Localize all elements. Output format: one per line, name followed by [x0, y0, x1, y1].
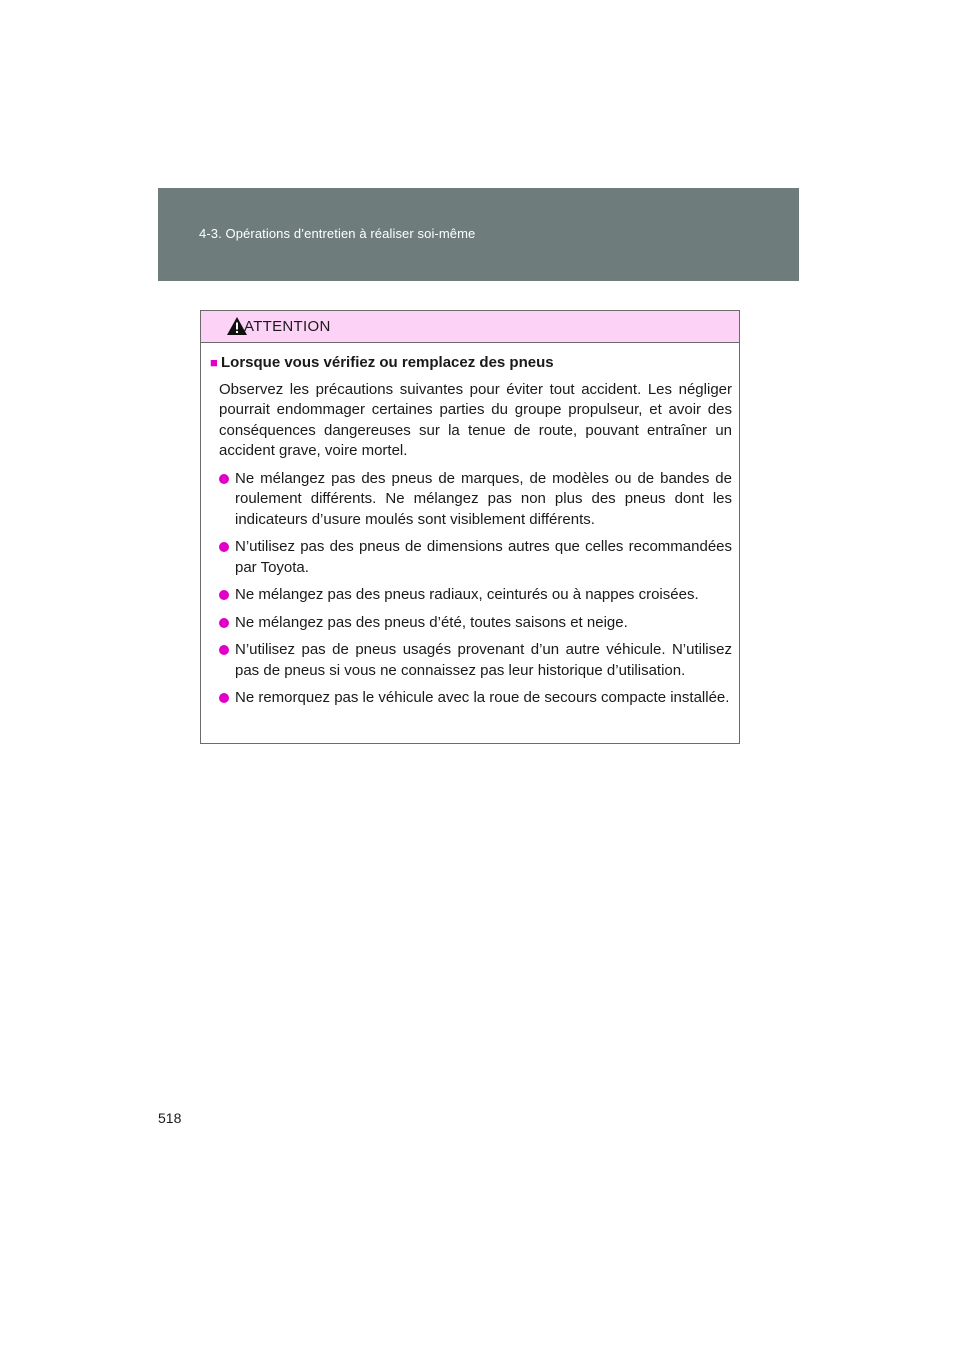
- list-item-text: Ne mélangez pas des pneus d’été, toutes saisons et neige.: [235, 613, 628, 631]
- square-bullet-icon: ■: [210, 355, 218, 370]
- list-item-text: N’utilisez pas de pneus usagés provenant d’un autre véhicule. N’utilisez pas de pneus si vous ne connaissez pas leur historique d’utilisation.: [235, 641, 732, 679]
- bullet-dot-icon: [219, 618, 229, 628]
- list-item-text: N’utilisez pas des pneus de dimensions autres que celles recommandées par Toyota.: [235, 538, 732, 576]
- bullet-dot-icon: [219, 590, 229, 600]
- bullet-dot-icon: [219, 542, 229, 552]
- list-item-text: Ne mélangez pas des pneus de marques, de modèles ou de bandes de roulement différents. Ne mélangez pas non plus des pneus dont les indicateurs d’usure moulés sont visiblement différents.: [235, 469, 732, 528]
- bullet-dot-icon: [219, 474, 229, 484]
- list-item-text: Ne mélangez pas des pneus radiaux, ceinturés ou à nappes croisées.: [235, 586, 699, 603]
- section-title: 4-3. Opérations d’entretien à réaliser soi-même: [199, 226, 476, 241]
- list-item: [219, 613, 732, 634]
- caution-heading-text: Lorsque vous vérifiez ou remplacez des pneus: [221, 354, 554, 371]
- list-item: [219, 688, 732, 709]
- list-item-text: Ne remorquez pas le véhicule avec la roue de secours compacte installée.: [235, 689, 730, 706]
- page-number: 518: [158, 1110, 182, 1126]
- bullet-dot-icon: [219, 693, 229, 703]
- list-item: [219, 640, 732, 681]
- list-item: [219, 469, 732, 531]
- caution-title: ATTENTION: [244, 318, 331, 335]
- section-header: [158, 188, 799, 281]
- list-item: [219, 585, 732, 606]
- caution-body: [201, 343, 739, 709]
- bullet-dot-icon: [219, 645, 229, 655]
- list-item: [219, 537, 732, 578]
- caution-intro: Observez les précautions suivantes pour éviter tout accident. Les négliger pourrait endommager certaines parties du groupe propulseur, et avoir des conséquences dangereuses sur la tenue de route, pouvant entraîner un accident grave, voire mortel.: [219, 380, 732, 459]
- caution-heading: [210, 353, 732, 374]
- caution-header: [201, 311, 739, 343]
- caution-box: [200, 310, 740, 744]
